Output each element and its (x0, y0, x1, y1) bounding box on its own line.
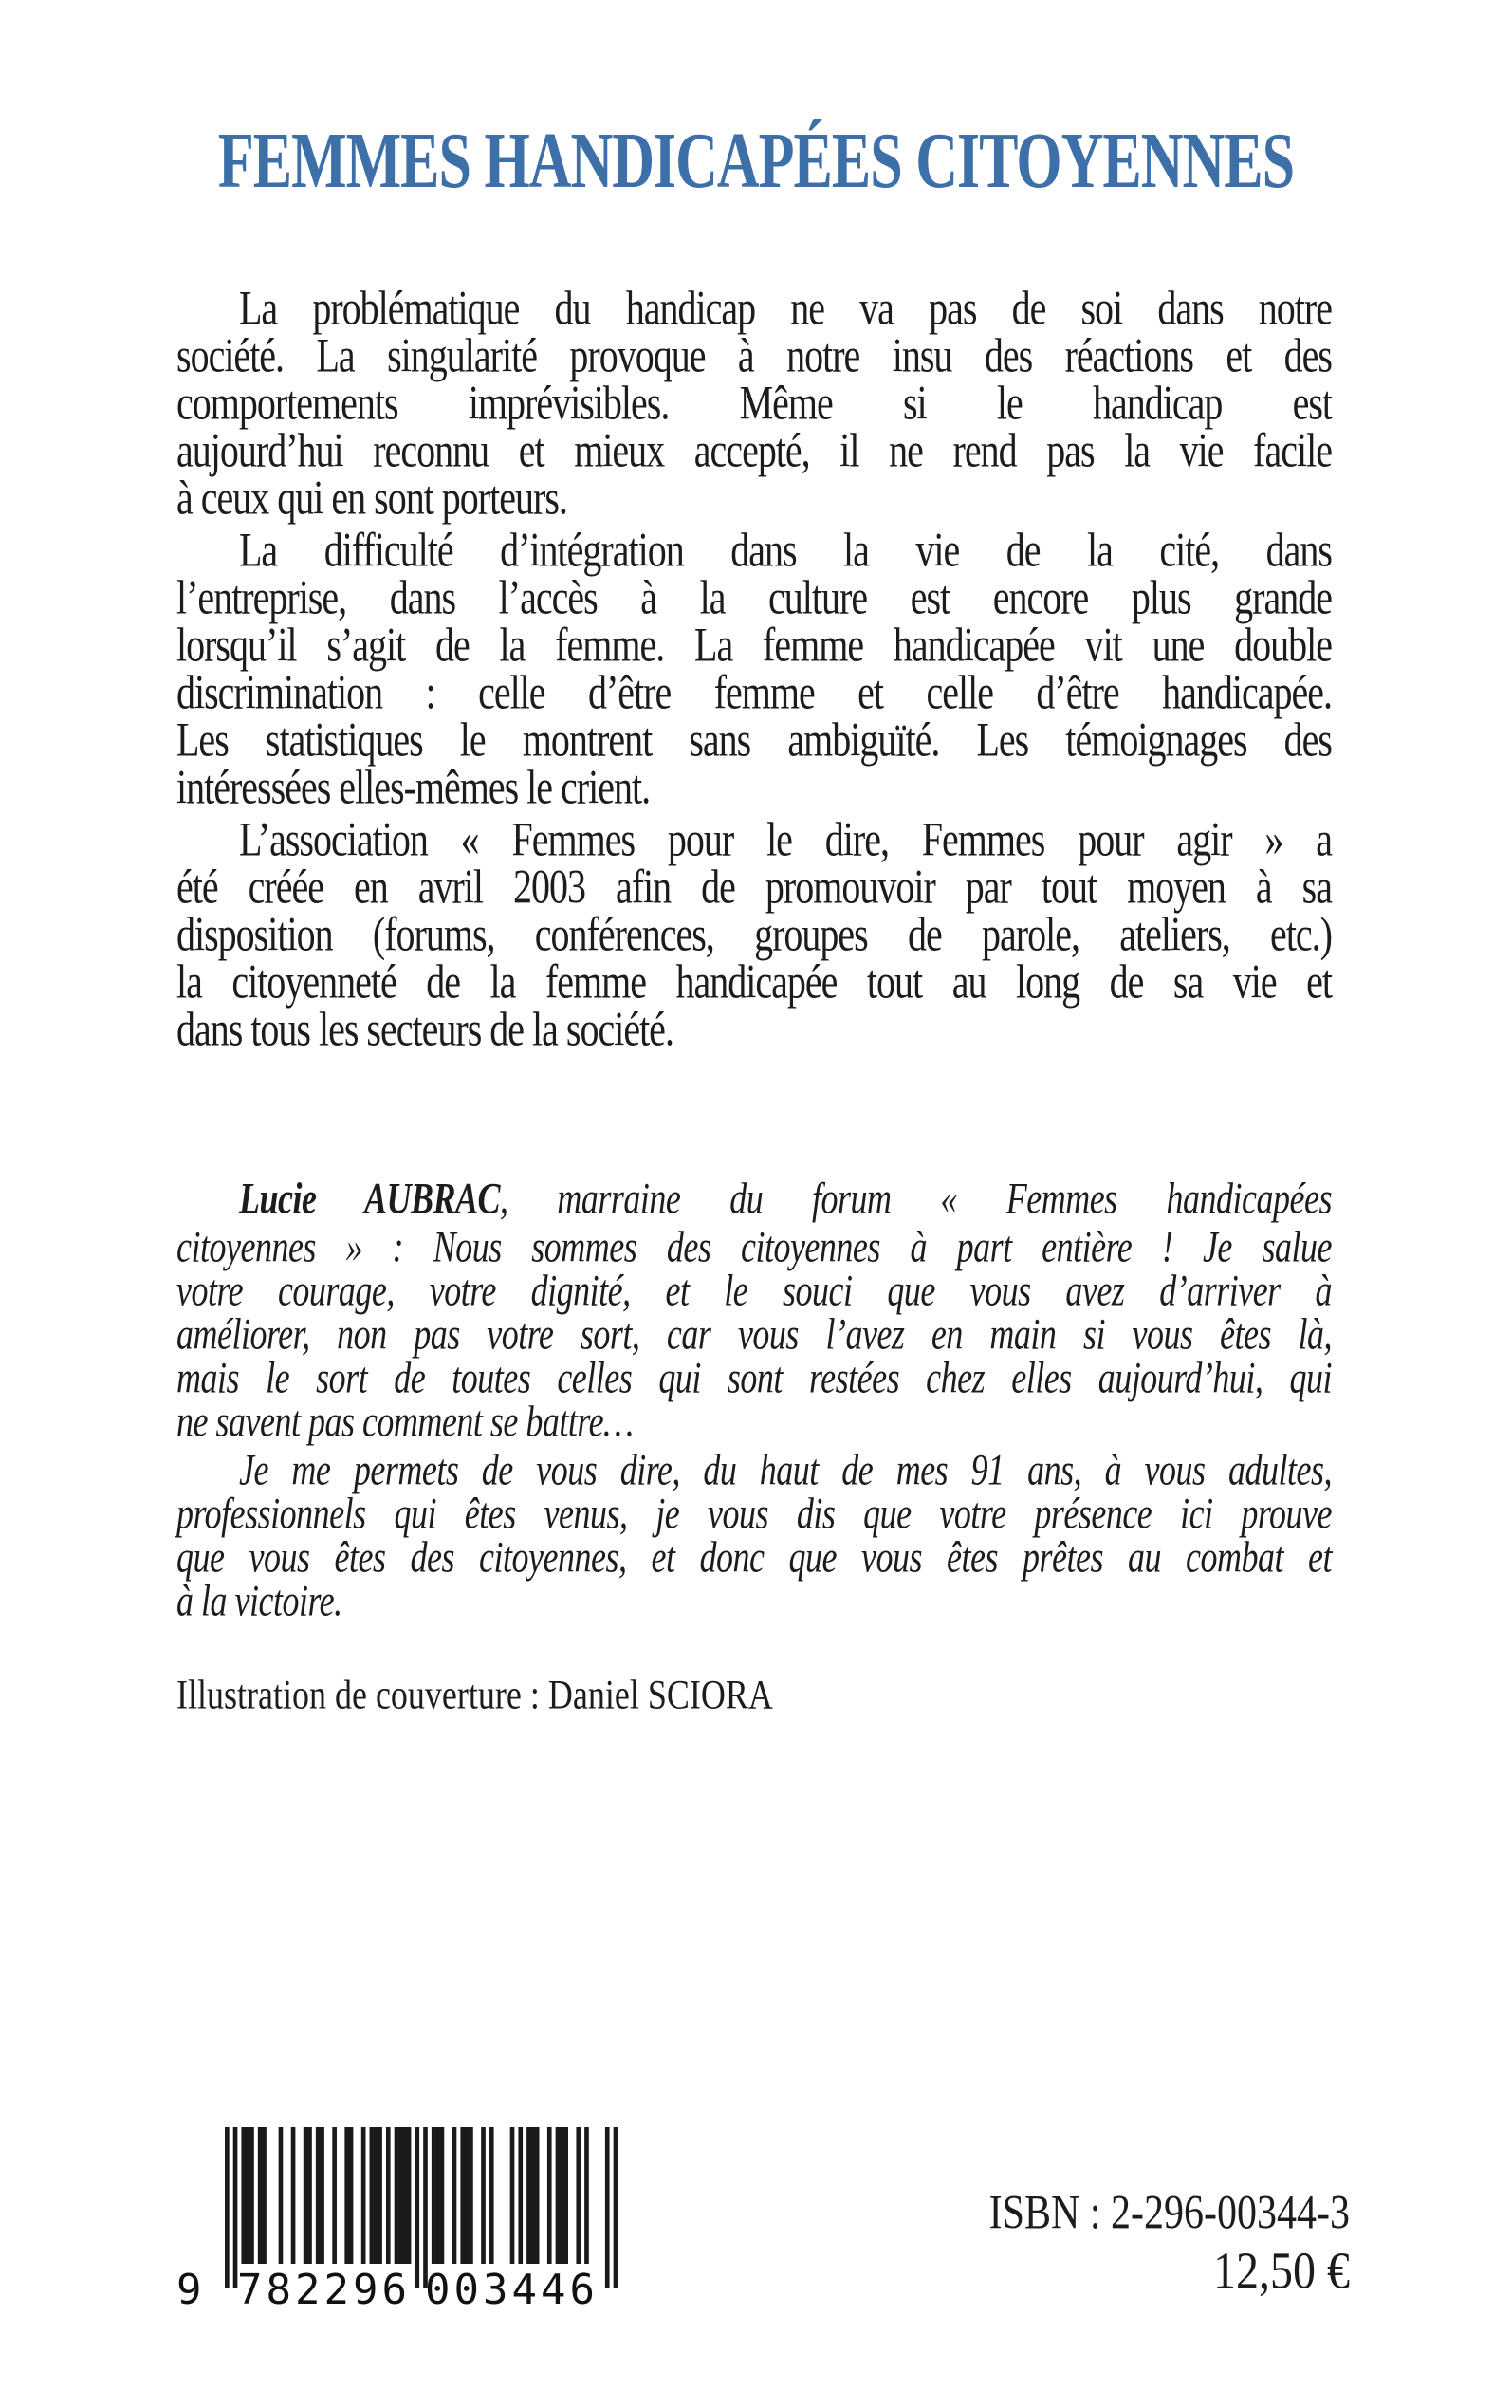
text-line: lorsqu’il s’agit de la femme. La femme handicapée vit une double (176, 617, 1332, 673)
paragraph-2 (176, 522, 1332, 815)
text-line: professionnels qui êtes venus, je vous dis que votre présence ici prouve (176, 1489, 1332, 1538)
quote-paragraph-2 (176, 1445, 1332, 1625)
text-line: été créée en avril 2003 afin de promouvoir par tout moyen à sa (176, 859, 1332, 915)
text-line: dans tous les secteurs de la société. (176, 1001, 673, 1057)
price-text: 12,50 € (1213, 2241, 1350, 2300)
text-line: mais le sort de toutes celles qui sont restées chez elles aujourd’hui, qui (176, 1353, 1332, 1402)
text-line: à ceux qui en sont porteurs. (176, 470, 567, 526)
ean13-barcode (176, 2127, 630, 2317)
text-line: disposition (forums, conférences, groupes de parole, ateliers, etc.) (176, 906, 1332, 962)
text-line: intéressées elles-mêmes le crient. (176, 759, 651, 815)
barcode-digits-right: 003446 (425, 2266, 599, 2314)
quote-intro-rest: , marraine du forum « Femmes handicapées (500, 1174, 1332, 1223)
book-title: FEMMES HANDICAPÉES CITOYENNES (217, 117, 1295, 205)
text-line: comportements imprévisibles. Même si le handicap est (176, 375, 1332, 431)
text-line: société. La singularité provoque à notre insu des réactions et des (176, 327, 1332, 383)
barcode-digit-first: 9 (176, 2266, 202, 2314)
text-line: l’entreprise, dans l’accès à la culture est encore plus grande (176, 569, 1332, 625)
text-line: L’association « Femmes pour le dire, Femmes pour agir » a (239, 811, 1332, 867)
cover-illustration-credit: Illustration de couverture : Daniel SCIORA (176, 1672, 773, 1717)
isbn-text: ISBN : 2-296-00344-3 (988, 2187, 1350, 2240)
text-line: aujourd’hui reconnu et mieux accepté, il ne rend pas la vie facile (176, 422, 1332, 478)
paragraph-1 (176, 280, 1332, 526)
text-line: La problématique du handicap ne va pas de soi dans notre (239, 280, 1332, 336)
text-line: à la victoire. (176, 1576, 342, 1625)
text-line: améliorer, non pas votre sort, car vous l’avez en main si vous êtes là, (176, 1309, 1332, 1359)
quote-author: Lucie AUBRAC (239, 1174, 501, 1223)
text-line: Les statistiques le montrent sans ambiguïté. Les témoignages des (176, 712, 1332, 768)
text-line: La difficulté d’intégration dans la vie de la cité, dans (239, 522, 1332, 578)
paragraph-3 (176, 811, 1332, 1057)
quote-paragraph-1 (176, 1222, 1332, 1446)
text-line: que vous êtes des citoyennes, et donc que vous êtes prêtes au combat et (176, 1532, 1332, 1582)
text-line: citoyennes » : Nous sommes des citoyennes à part entière ! Je salue (176, 1222, 1332, 1271)
text-line: ne savent pas comment se battre… (176, 1397, 634, 1446)
text-line: la citoyenneté de la femme handicapée tout au long de sa vie et (176, 954, 1332, 1010)
text-line: votre courage, votre dignité, et le souci que vous avez d’arriver à (176, 1266, 1332, 1315)
barcode-digits-left: 782296 (237, 2266, 411, 2314)
back-cover-text (176, 280, 1332, 1717)
barcode-bars (225, 2127, 618, 2288)
text-line: discrimination : celle d’être femme et celle d’être handicapée. (176, 664, 1332, 720)
title-wrap (0, 117, 1512, 205)
text-line: Je me permets de vous dire, du haut de mes 91 ans, à vous adultes, (239, 1445, 1332, 1494)
